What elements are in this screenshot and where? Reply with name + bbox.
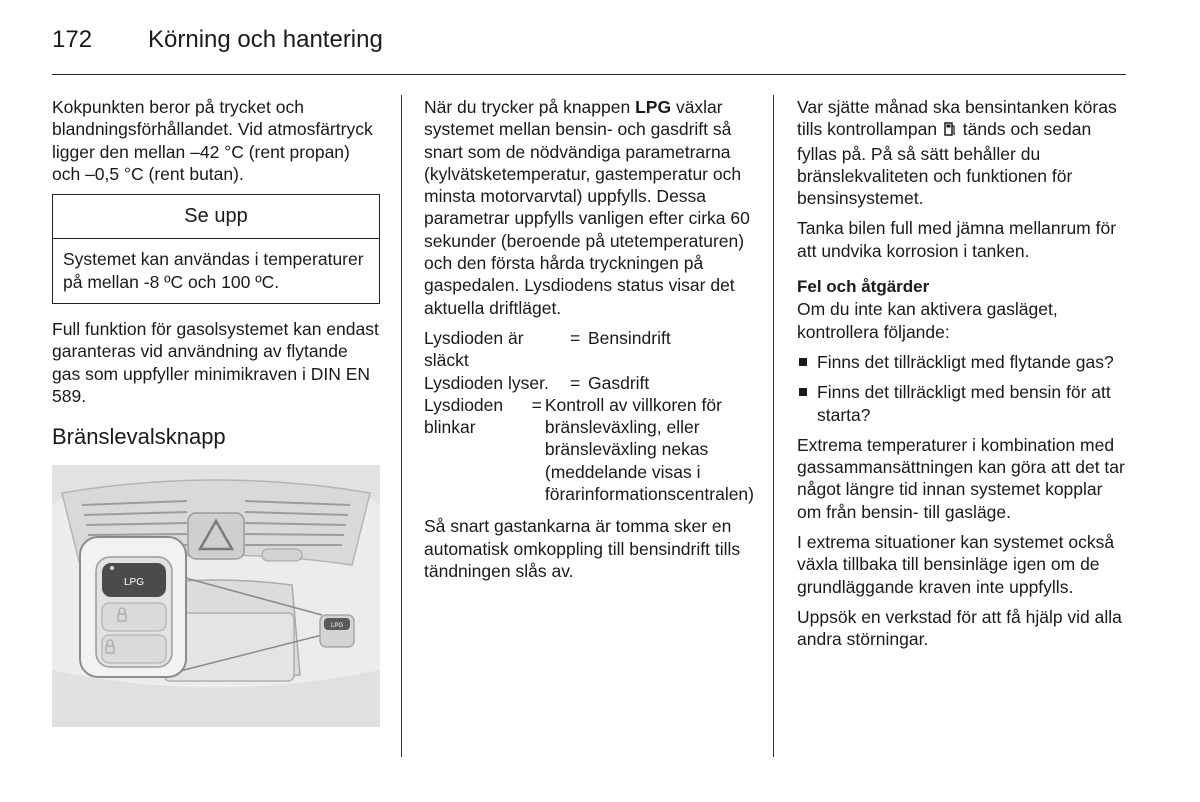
bullet-square-icon [799,388,807,396]
bullet-square-icon [799,358,807,366]
page-number: 172 [52,26,93,53]
lpg-button-label: LPG [123,577,145,589]
fuel-pump-icon [944,120,956,142]
small-lpg-label: LPG [330,623,344,630]
column-divider [773,95,774,757]
list-item: Finns det tillräckligt med flytande gas? [797,351,1127,373]
list-item: Finns det tillräckligt med bensin för att starta? [797,381,1127,426]
paragraph: Så snart gastankarna är tomma sker en automatisk omkoppling till bensindrift tills tändningen slås av. [424,516,741,581]
lpg-keyword: LPG [635,97,672,117]
paragraph: Kokpunkten beror på trycket och blandningsförhållandet. Vid atmosfärtryck ligger den mellan –42 °C (rent propan) och –0,5 °C (rent butan). [52,97,373,184]
paragraph: Tanka bilen full med jämna mellanrum för att undvika korrosion i tanken. [797,218,1117,261]
column-3 [797,96,1127,659]
paragraph: I extrema situationer kan systemet också växla tillbaka till bensinläge igen om de grundläggande kraven inte uppfylls. [797,532,1115,597]
warning-title: Se upp [53,195,379,239]
paragraph: Om du inte kan aktivera gasläget, kontrollera följande: [797,299,1058,342]
column-2 [424,96,754,590]
led-status-table [424,327,754,505]
paragraph: Full funktion för gasolsystemet kan endast garanteras vid användning av flytande gas som uppfyller minimikraven i DIN EN 589. [52,319,379,406]
led-row: Lysdioden är släckt = Bensindrift [424,327,671,371]
header-rule [52,74,1126,75]
section-title: Bränslevalsknapp [52,424,226,450]
column-divider [401,95,402,757]
warning-box [52,194,380,304]
subheading: Fel och åtgärder [797,277,930,297]
led-row: Lysdioden blinkar = Kontroll av villkoren för bränsleväxling, eller bränsleväxling nekas (meddelande visas i förarinformationscentralen) [424,394,754,505]
paragraph: Uppsök en verkstad för att få hjälp vid alla andra störningar. [797,606,1122,650]
paragraph: Var sjätte månad ska bensintanken köras tills kontrollampan tänds och sedan fyllas på. På så sätt behåller du bränslekvaliteten och funktionen för bensinsystemet. [797,97,1117,209]
column-1 [52,96,380,727]
paragraph-lpg-intro: När du trycker på knappen LPG växlar systemet mellan bensin- och gasdrift så snart som de nödvändiga parametrarna (kylvätsketemperatur, gastemperatur och minsta motorvarvtal) uppfylls. Dessa parametrar uppfylls vanligen efter cirka 60 sekunder (beroende på utetemperaturen) och den första hårda tryckningen på gaspedalen. Lysdiodens status visar det aktuella driftläget. [424,97,750,318]
chapter-title: Körning och hantering [148,26,383,53]
dashboard-illustration [52,465,380,727]
warning-body: Systemet kan användas i temperaturer på mellan -8 ºC och 100 ºC. [63,249,364,292]
paragraph: Extrema temperaturer i kombination med gassammansättningen kan göra att det tar något längre tid innan systemet kopplar om från bensin- till gasläge. [797,434,1125,522]
page-header [52,24,383,56]
led-row: Lysdioden lyser. = Gasdrift [424,372,650,393]
